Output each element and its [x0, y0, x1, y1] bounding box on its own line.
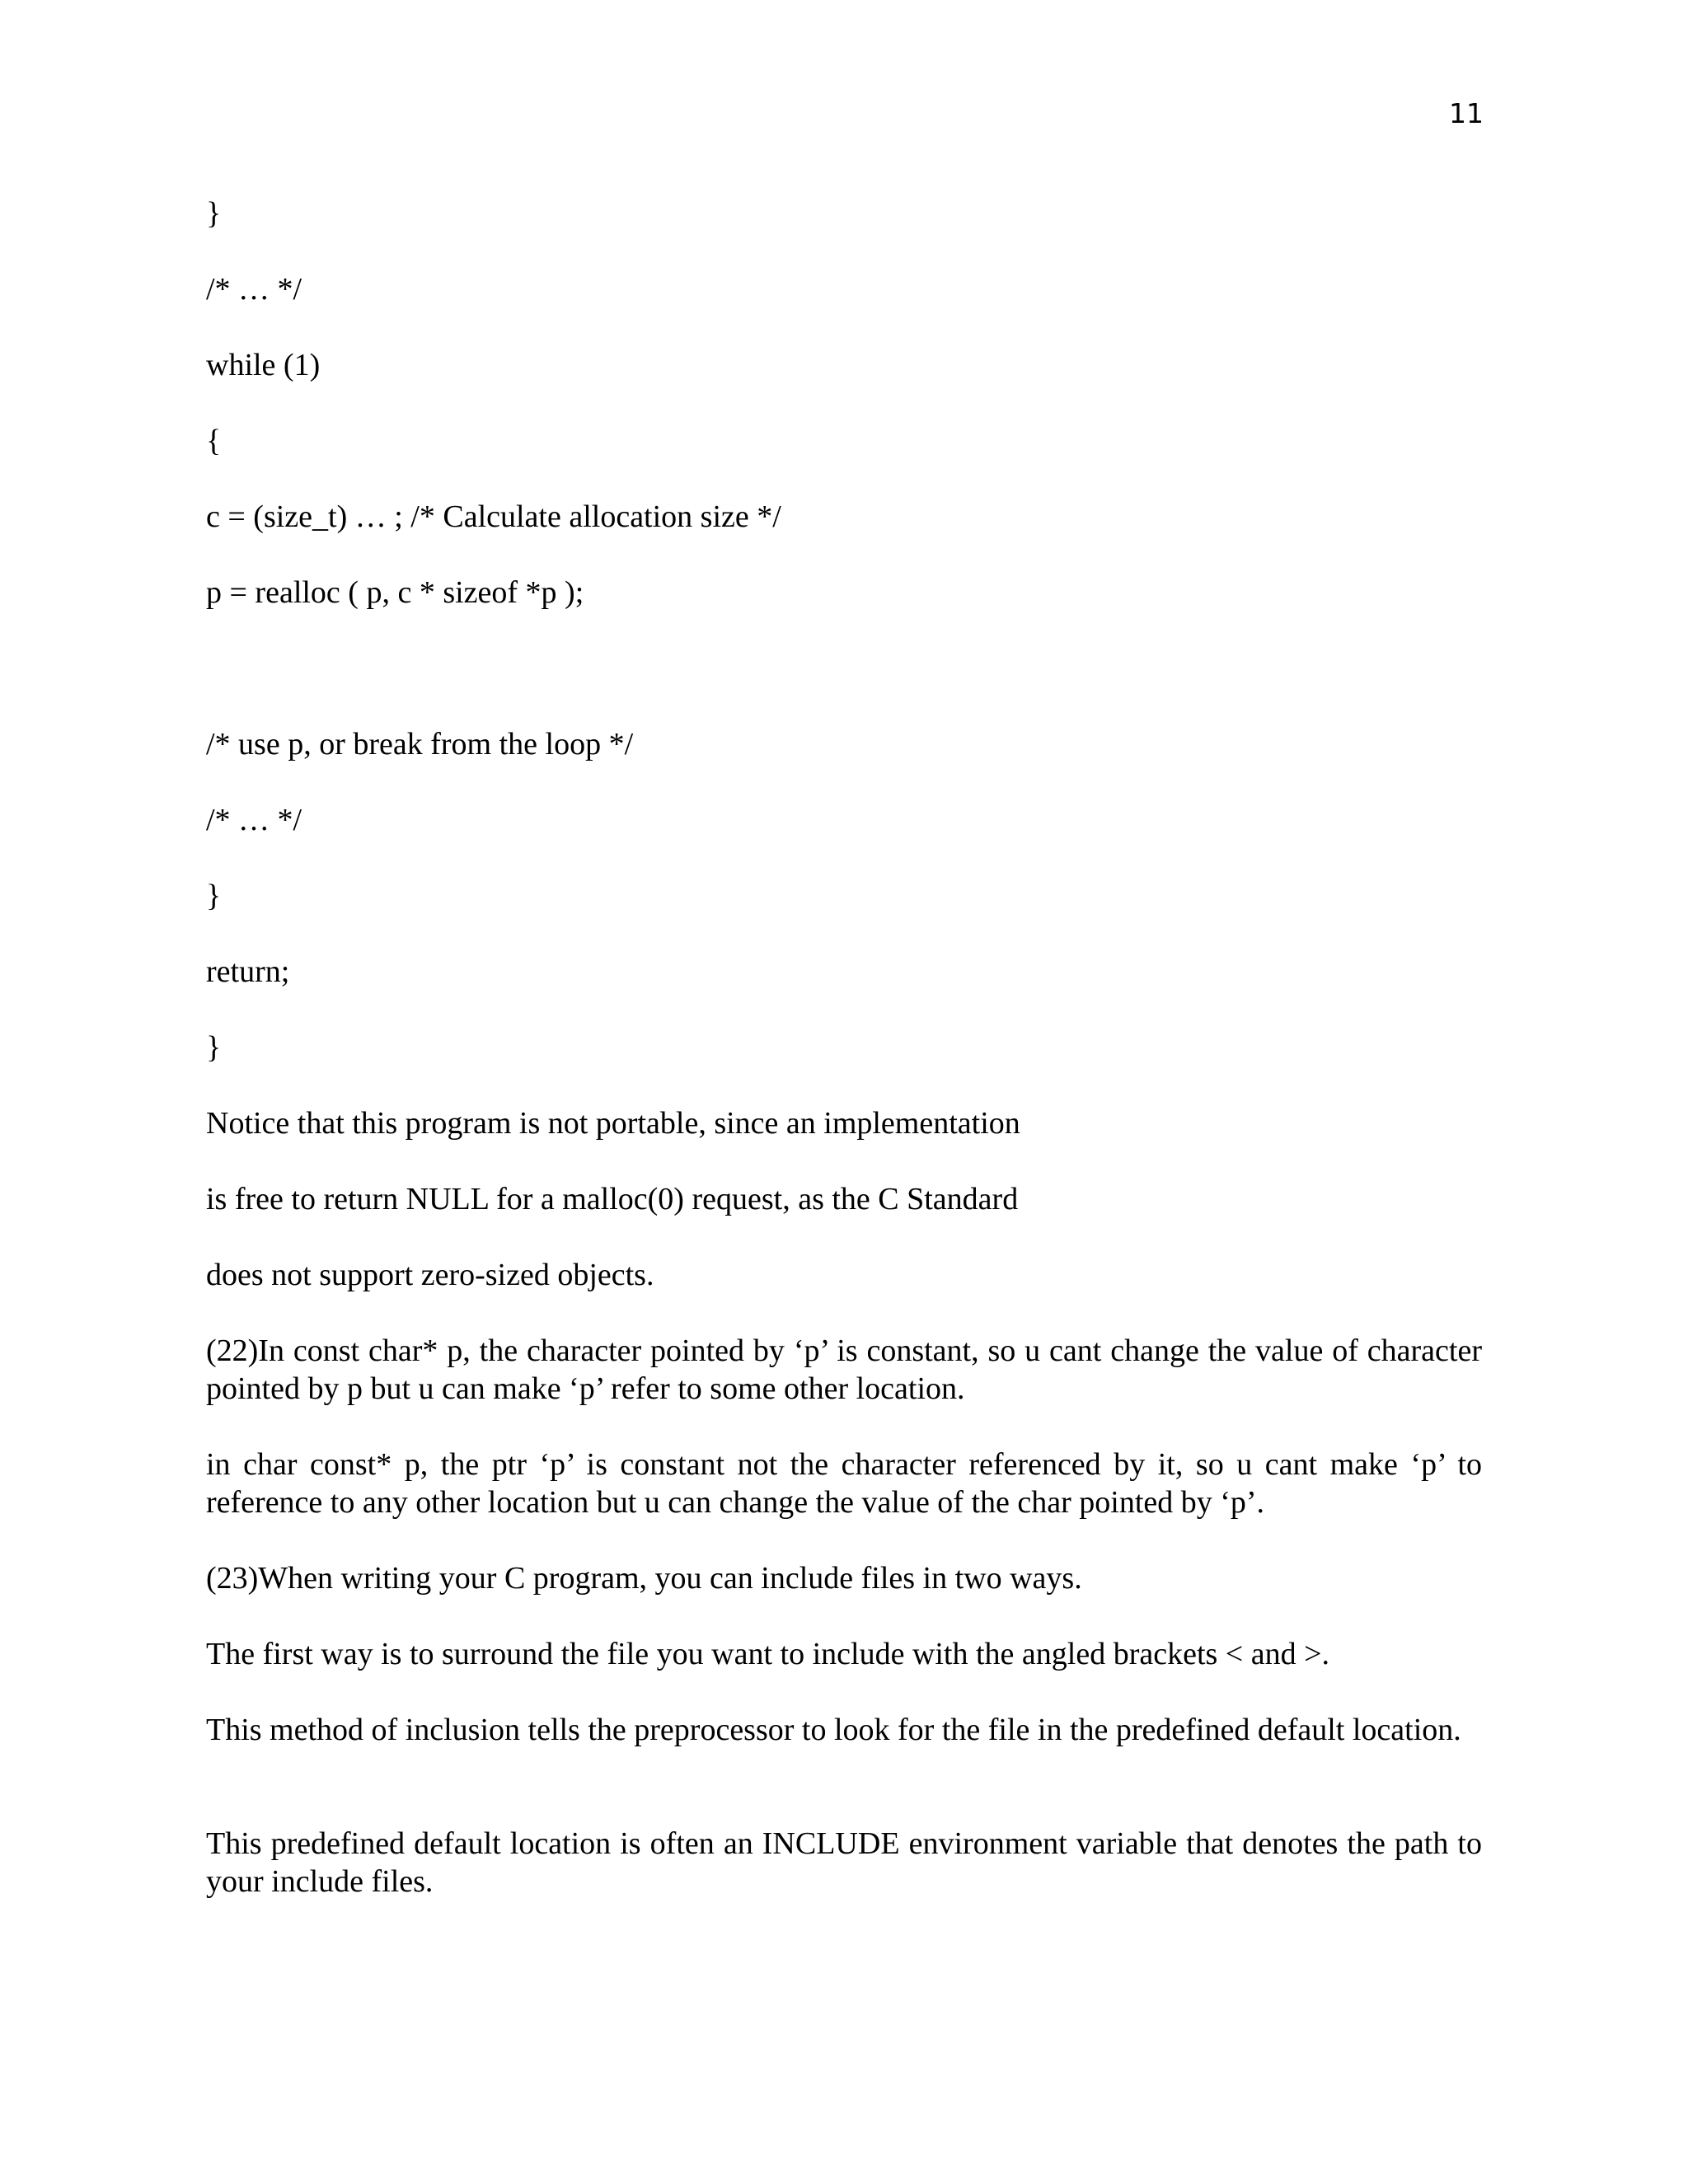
code-line-allocation-size: c = (size_t) … ; /* Calculate allocation size */	[206, 499, 781, 534]
notice-line: Notice that this program is not portable, since an implementation	[206, 1106, 1020, 1141]
code-line-closing-brace: }	[206, 196, 222, 231]
item-23-heading: (23)When writing your C program, you can include files in two ways.	[206, 1561, 1082, 1596]
code-line-closing-brace: }	[206, 879, 222, 913]
code-line-closing-brace: }	[206, 1030, 222, 1065]
code-line-while: while (1)	[206, 348, 321, 382]
item-23-paragraph: This method of inclusion tells the preprocessor to look for the file in the predefined default location.	[206, 1713, 1461, 1747]
code-line-realloc: p = realloc ( p, c * sizeof *p );	[206, 575, 584, 610]
item-23-paragraph: The first way is to surround the file you want to include with the angled brackets < and >.	[206, 1637, 1330, 1671]
code-line-comment: /* … */	[206, 803, 302, 837]
notice-line: is free to return NULL for a malloc(0) request, as the C Standard	[206, 1182, 1019, 1216]
code-line-use-p-comment: /* use p, or break from the loop */	[206, 727, 634, 762]
item-22-paragraph: (22)In const char* p, the character pointed by ‘p’ is constant, so u cant change the value of character pointed by p but u can make ‘p’ refer to some other location.	[206, 1333, 1482, 1406]
code-line-opening-brace: {	[206, 424, 222, 458]
notice-line: does not support zero-sized objects.	[206, 1258, 654, 1292]
page-number: 11	[1449, 97, 1484, 129]
item-22-paragraph: in char const* p, the ptr ‘p’ is constant not the character referenced by it, so u cant make ‘p’ to reference to any other location but u can change the value of the char pointed by ‘p’.	[206, 1447, 1482, 1520]
item-23-paragraph: This predefined default location is often an INCLUDE environment variable that denotes the path to your include files.	[206, 1826, 1482, 1899]
code-line-comment: /* … */	[206, 272, 302, 307]
code-line-return: return;	[206, 954, 290, 989]
